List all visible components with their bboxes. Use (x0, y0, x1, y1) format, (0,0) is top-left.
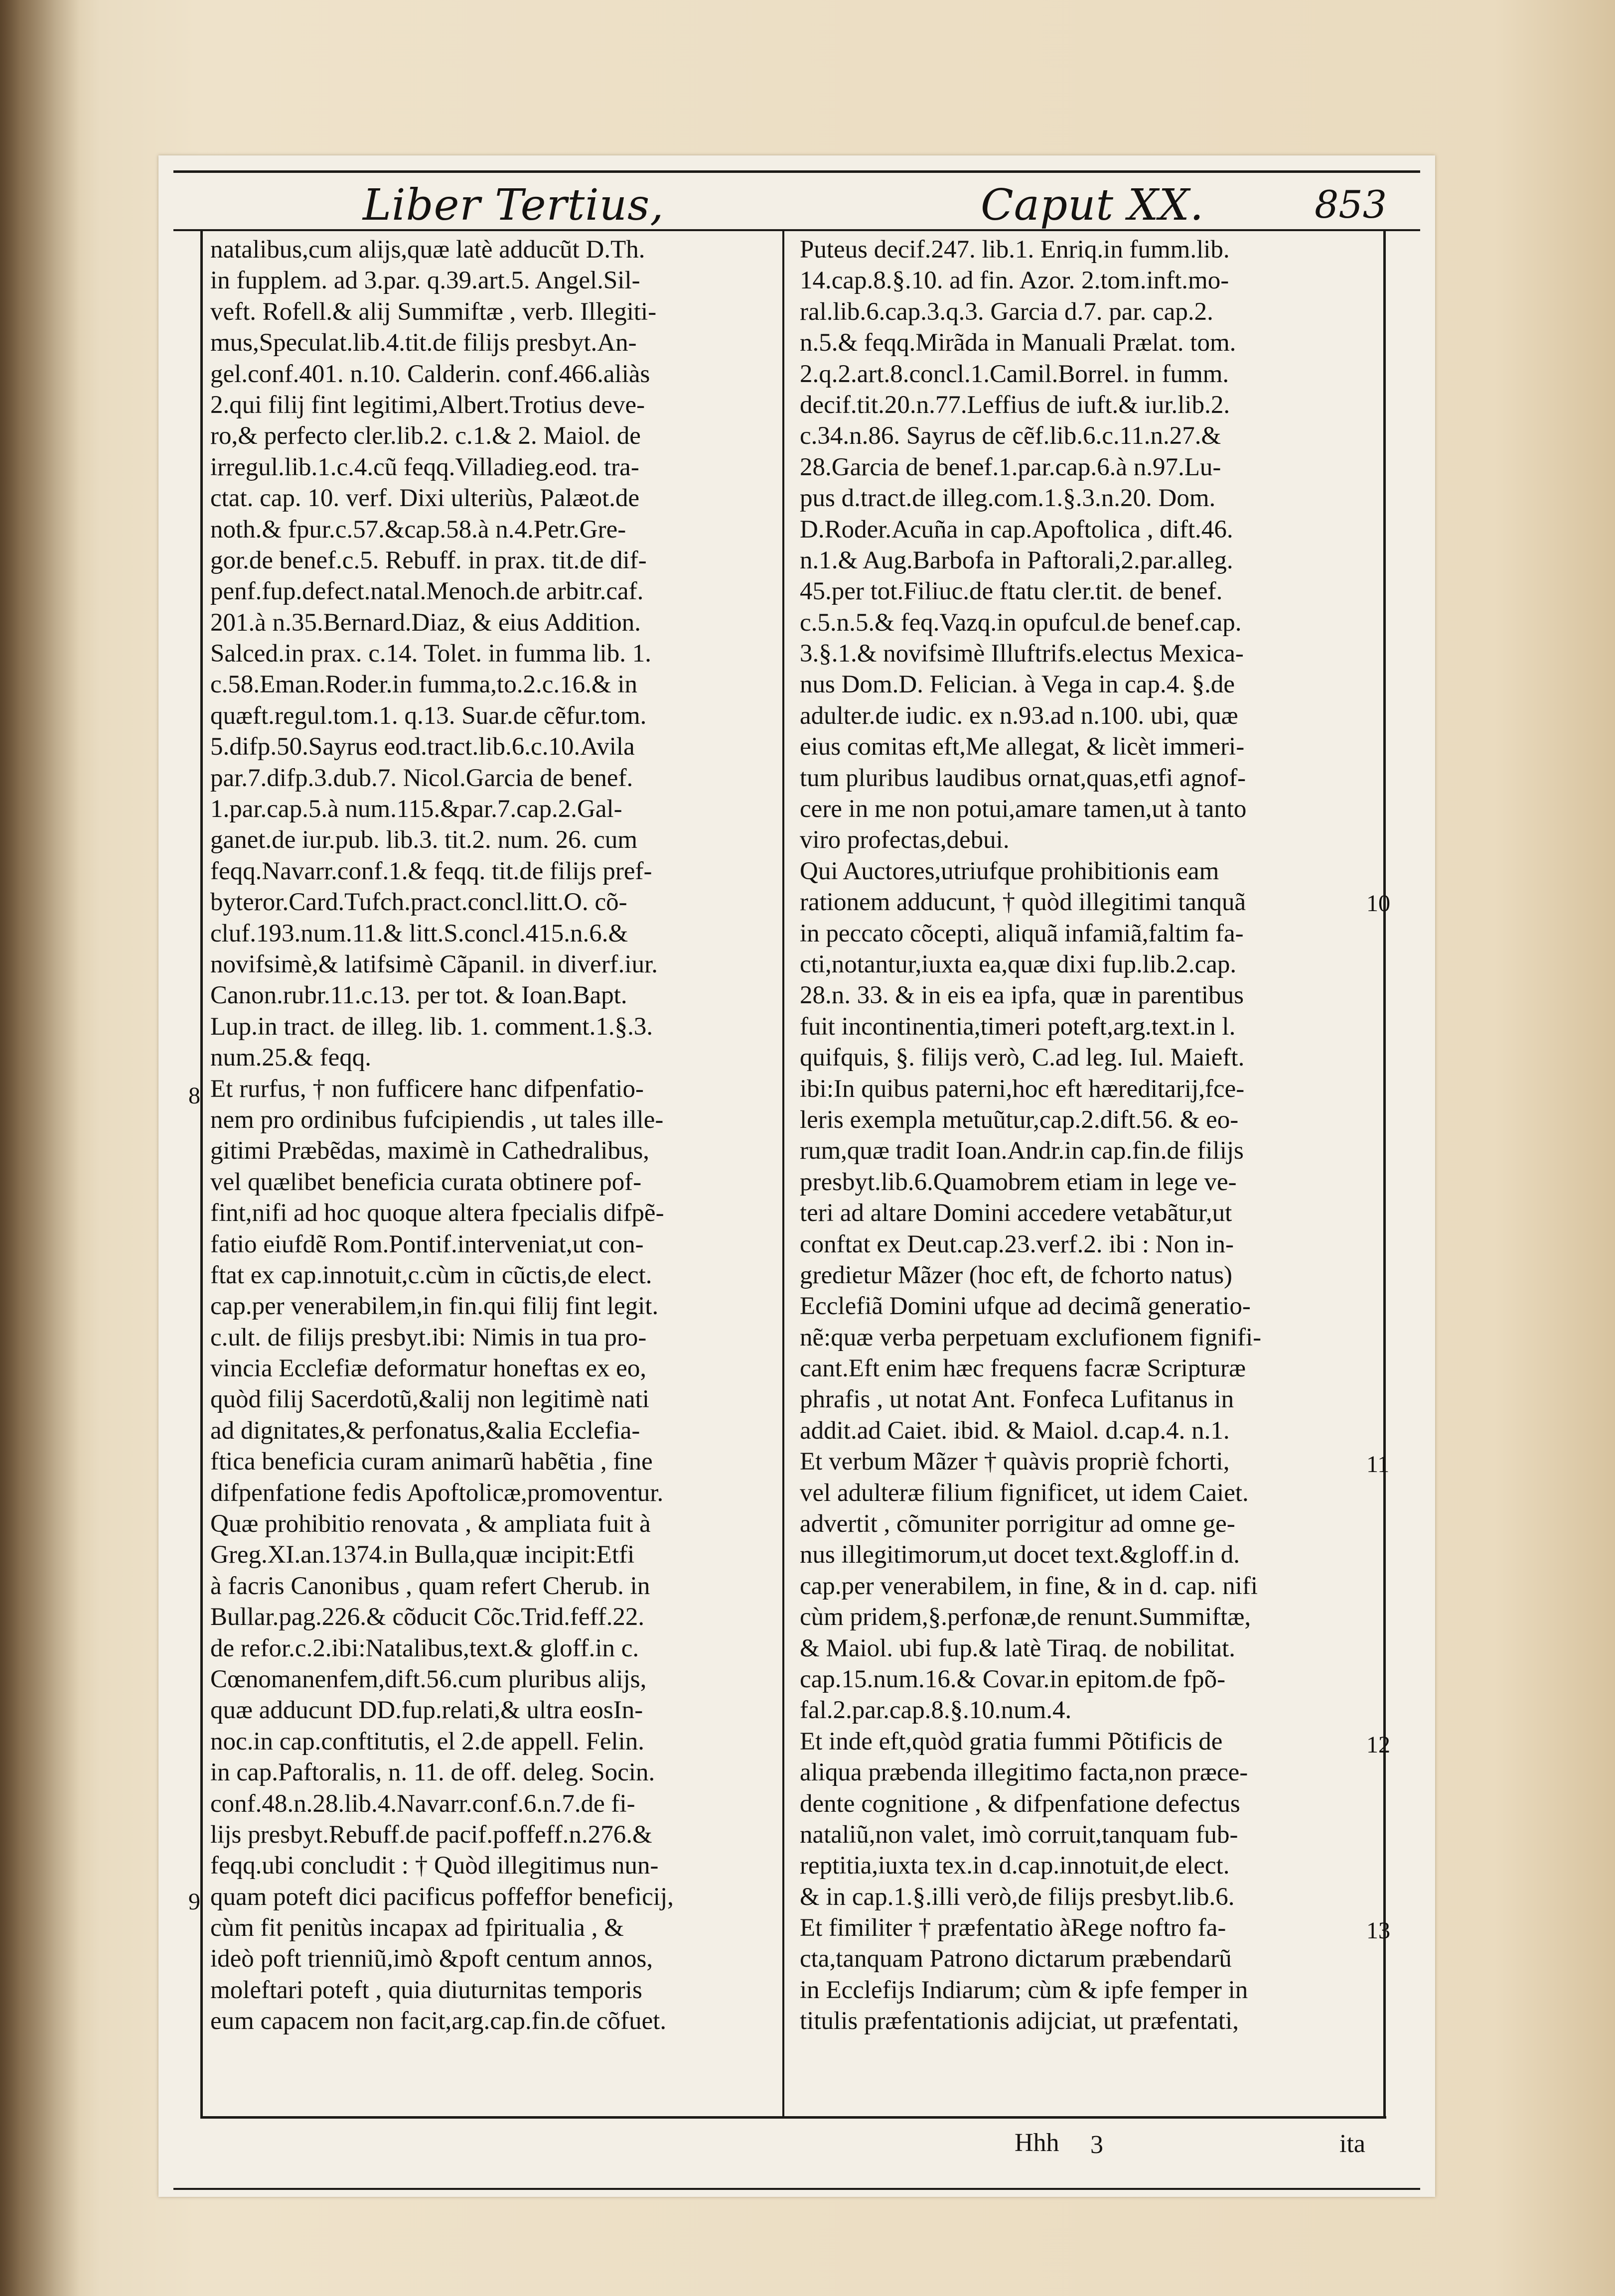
text-line: teri ad altare Domini accedere vetabãtur,ut (800, 1199, 1232, 1227)
left-text-column (210, 234, 757, 2107)
text-line: vel adulteræ filium fignificet, ut idem Caiet. (800, 1479, 1249, 1507)
text-line: cùm pridem,§.perfonæ,de renunt.Summiftæ, (800, 1603, 1251, 1631)
text-line: tum pluribus laudibus ornat,quas,etfi agnof- (800, 764, 1246, 792)
text-line: addit.ad Caiet. ibid. & Maiol. d.cap.4. n.1. (800, 1416, 1230, 1445)
text-line: irregul.lib.1.c.4.cũ feqq.Villadieg.eod. tra- (210, 453, 639, 481)
text-line: ideò poft trienniũ,imò &poft centum annos, (210, 1945, 653, 1973)
column-divider-rule (782, 229, 784, 2117)
text-line: 201.à n.35.Bernard.Diaz, & eius Addition. (210, 608, 641, 637)
text-line: & Maiol. ubi fup.& latè Tiraq. de nobilitat. (800, 1634, 1236, 1662)
text-line: nem pro ordinibus fufcipiendis , ut tales ille- (210, 1105, 664, 1134)
text-line: par.7.difp.3.dub.7. Nicol.Garcia de benef. (210, 764, 633, 792)
text-line: gel.conf.401. n.10. Calderin. conf.466.aliàs (210, 360, 650, 388)
text-line: presbyt.lib.6.Quamobrem etiam in lege ve- (800, 1168, 1237, 1196)
running-title-right: Caput XX. (981, 180, 1204, 230)
text-line: rum,quæ tradit Ioan.Andr.in cap.fin.de filijs (800, 1137, 1244, 1165)
text-line: cap.per venerabilem, in fine, & in d. cap. nifi (800, 1572, 1258, 1600)
text-line: cùm fit penitùs incapax ad fpiritualia , & (210, 1914, 624, 1942)
text-line: fint,nifi ad hoc quoque altera fpecialis difpẽ- (210, 1199, 664, 1227)
text-line: 5.difp.50.Sayrus eod.tract.lib.6.c.10.Avila (210, 733, 635, 761)
text-line: Greg.XI.an.1374.in Bulla,quæ incipit:Etfi (210, 1541, 635, 1569)
text-line: decif.tit.20.n.77.Leffius de iuft.& iur.lib.2. (800, 391, 1230, 419)
margin-number-12: 12 (1366, 1732, 1390, 1758)
text-line: Canon.rubr.11.c.13. per tot. & Ioan.Bapt. (210, 981, 627, 1010)
text-line: in Ecclefijs Indiarum; cùm & ipfe femper in (800, 1976, 1248, 2004)
text-line: novifsimè,& latifsimè Cãpanil. in diverf.iur. (210, 950, 658, 978)
text-line: à facris Canonibus , quam refert Cherub. in (210, 1572, 650, 1600)
text-line: & in cap.1.§.illi verò,de filijs presbyt.lib.6. (800, 1883, 1235, 1911)
text-line: conf.48.n.28.lib.4.Navarr.conf.6.n.7.de fi- (210, 1789, 635, 1818)
text-line: natalibus,cum alijs,quæ latè adducũt D.Th. (210, 236, 645, 264)
text-line: 1.par.cap.5.à num.115.&par.7.cap.2.Gal- (210, 795, 622, 823)
text-line: feqq.ubi concludit : † Quòd illegitimus nun- (210, 1852, 659, 1880)
text-line: fal.2.par.cap.8.§.10.num.4. (800, 1696, 1072, 1725)
text-line: D.Roder.Acuña in cap.Apoftolica , dift.46. (800, 515, 1233, 543)
text-line: noth.& fpur.c.57.&cap.58.à n.4.Petr.Gre- (210, 515, 626, 543)
text-line: pus d.tract.de illeg.com.1.§.3.n.20. Dom. (800, 484, 1216, 513)
text-line: advertit , cõmuniter porrigitur ad omne ge- (800, 1510, 1235, 1538)
text-line: veft. Rofell.& alij Summiftæ , verb. Illegiti- (210, 297, 657, 326)
text-line: 45.per tot.Filiuc.de ftatu cler.tit. de benef. (800, 577, 1223, 606)
text-line: fatio eiufdẽ Rom.Pontif.interveniat,ut con- (210, 1230, 644, 1258)
text-line: cap.per venerabilem,in fin.qui filij fint legit. (210, 1292, 659, 1321)
text-line: Et verbum Mãzer † quàvis propriè fchorti, (800, 1448, 1230, 1476)
text-line: 2.qui filij fint legitimi,Albert.Trotius deve- (210, 391, 645, 419)
text-line: de refor.c.2.ibi:Natalibus,text.& gloff.in c. (210, 1634, 639, 1662)
text-line: cant.Eft enim hæc frequens facræ Scripturæ (800, 1354, 1246, 1383)
text-line: leris exempla metuũtur,cap.2.dift.56. & eo- (800, 1105, 1239, 1134)
text-line: titulis præfentationis adijciat, ut præfentati, (800, 2007, 1239, 2035)
margin-number-13: 13 (1366, 1917, 1390, 1944)
text-line: aliqua præbenda illegitimo facta,non præce- (800, 1758, 1248, 1787)
text-line: nus Dom.D. Felician. à Vega in cap.4. §.de (800, 671, 1235, 699)
signature-mark: Hhh (1015, 2129, 1059, 2157)
margin-number-11: 11 (1366, 1451, 1390, 1478)
text-line: nus illegitimorum,ut docet text.&gloff.in d. (800, 1541, 1240, 1569)
text-line: adulter.de iudic. ex n.93.ad n.100. ubi, quæ (800, 701, 1238, 730)
margin-number-9: 9 (188, 1889, 200, 1915)
text-line: Qui Auctores,utriufque prohibitionis eam (800, 857, 1219, 885)
text-line: ibi:In quibus paterni,hoc eft hæreditarij,fce- (800, 1075, 1245, 1103)
running-title-left: Liber Tertius, (363, 180, 664, 230)
text-line: 2.q.2.art.8.concl.1.Camil.Borrel. in fumm. (800, 360, 1229, 388)
signature-number: 3 (1090, 2131, 1103, 2159)
text-line: ral.lib.6.cap.3.q.3. Garcia d.7. par. cap.2. (800, 297, 1213, 326)
text-line: Et inde eft,quòd gratia fummi Põtificis de (800, 1727, 1223, 1756)
text-line: penf.fup.defect.natal.Menoch.de arbitr.caf. (210, 577, 644, 606)
catchword: ita (1339, 2130, 1365, 2158)
text-line: in cap.Paftoralis, n. 11. de off. deleg. Socin. (210, 1758, 655, 1787)
margin-number-10: 10 (1366, 890, 1390, 917)
right-text-column (800, 234, 1373, 2107)
text-line: in fupplem. ad 3.par. q.39.art.5. Angel.Sil- (210, 267, 640, 295)
text-line: mus,Speculat.lib.4.tit.de filijs presbyt.An- (210, 329, 637, 357)
text-line: num.25.& feqq. (210, 1044, 371, 1072)
text-line: quam poteft dici pacificus poffeffor beneficij, (210, 1883, 674, 1911)
text-line: ftica beneficia curam animarũ habẽtia , fine (210, 1448, 653, 1476)
text-line: gredietur Mãzer (hoc eft, de fchorto natus) (800, 1261, 1233, 1289)
text-line: dente cognitione , & difpenfatione defectus (800, 1789, 1240, 1818)
text-line: vel quælibet beneficia curata obtinere pof- (210, 1168, 642, 1196)
left-frame-rule (200, 229, 203, 2117)
text-line: Bullar.pag.226.& cõducit Cõc.Trid.feff.22. (210, 1603, 645, 1631)
text-line: ad dignitates,& perfonatus,&alia Ecclefia- (210, 1416, 640, 1445)
text-line: gitimi Præbẽdas, maximè in Cathedralibus, (210, 1137, 650, 1165)
text-line: Lup.in tract. de illeg. lib. 1. comment.1.§.3. (210, 1012, 653, 1041)
running-header (173, 170, 1419, 230)
text-line: c.ult. de filijs presbyt.ibi: Nimis in tua pro- (210, 1323, 647, 1351)
text-line: eius comitas eft,Me allegat, & licèt immeri- (800, 733, 1245, 761)
text-line: Quæ prohibitio renovata , & ampliata fuit à (210, 1510, 651, 1538)
page-number: 853 (1315, 182, 1387, 227)
text-line: n.5.& feqq.Mirãda in Manuali Prælat. tom. (800, 329, 1236, 357)
text-line: Cœnomanenfem,dift.56.cum pluribus alijs, (210, 1665, 647, 1693)
text-line: moleftari poteft , quia diuturnitas temporis (210, 1976, 642, 2004)
text-line: conftat ex Deut.cap.23.verf.2. ibi : Non in- (800, 1230, 1234, 1258)
text-line: reptitia,iuxta tex.in d.cap.innotuit,de elect. (800, 1852, 1230, 1880)
text-line: rationem adducunt, † quòd illegitimi tanquã (800, 888, 1246, 917)
text-line: ftat ex cap.innotuit,c.cùm in cũctis,de elect. (210, 1261, 652, 1289)
text-line: nataliũ,non valet, imò corruit,tanquam fub- (800, 1820, 1238, 1849)
text-line: noc.in cap.conftitutis, el 2.de appell. Felin. (210, 1727, 645, 1756)
text-line: c.5.n.5.& feq.Vazq.in opufcul.de benef.cap. (800, 608, 1242, 637)
text-line: lijs presbyt.Rebuff.de pacif.poffeff.n.276.& (210, 1820, 652, 1849)
text-line: 28.Garcia de benef.1.par.cap.6.à n.97.Lu- (800, 453, 1221, 481)
text-line: 3.§.1.& novifsimè Illuftrifs.electus Mexica- (800, 640, 1244, 668)
text-line: phrafis , ut notat Ant. Fonfeca Lufitanus in (800, 1385, 1234, 1414)
right-frame-rule (1383, 229, 1386, 2117)
text-line: cluf.193.num.11.& litt.S.concl.415.n.6.& (210, 919, 628, 947)
text-line: fuit incontinentia,timeri poteft,arg.text.in l. (800, 1012, 1236, 1041)
text-line: quæ adducunt DD.fup.relati,& ultra eosIn- (210, 1696, 643, 1725)
text-line: Et rurfus, † non fufficere hanc difpenfatio- (210, 1075, 644, 1103)
text-line: ganet.de iur.pub. lib.3. tit.2. num. 26. cum (210, 826, 637, 854)
text-line: n.1.& Aug.Barbofa in Paftorali,2.par.alleg. (800, 546, 1233, 574)
text-line: viro profectas,debui. (800, 826, 1010, 854)
text-line: ctat. cap. 10. verf. Dixi ulteriùs, Palæot.de (210, 484, 640, 513)
text-line: 28.n. 33. & in eis ea ipfa, quæ in parentibus (800, 981, 1244, 1010)
text-line: cap.15.num.16.& Covar.in epitom.de fpõ- (800, 1665, 1226, 1693)
margin-number-8: 8 (188, 1082, 200, 1109)
text-line: feqq.Navarr.conf.1.& feqq. tit.de filijs pref- (210, 857, 652, 885)
text-line: Salced.in prax. c.14. Tolet. in fumma lib. 1. (210, 640, 651, 668)
text-line: Ecclefiã Domini ufque ad decimã generatio- (800, 1292, 1251, 1321)
text-line: quæft.regul.tom.1. q.13. Suar.de cẽfur.tom. (210, 701, 647, 730)
text-line: c.58.Eman.Roder.in fumma,to.2.c.16.& in (210, 671, 637, 699)
text-line: ro,& perfecto cler.lib.2. c.1.& 2. Maiol. de (210, 422, 641, 450)
text-line: 14.cap.8.§.10. ad fin. Azor. 2.tom.inft.mo- (800, 267, 1229, 295)
text-line: eum capacem non facit,arg.cap.fin.de cõfuet. (210, 2007, 667, 2035)
text-line: cta,tanquam Patrono dictarum præbendarũ (800, 1945, 1232, 1973)
text-line: Puteus decif.247. lib.1. Enriq.in fumm.lib. (800, 236, 1230, 264)
outer-bottom-rule (173, 2188, 1420, 2190)
text-line: c.34.n.86. Sayrus de cẽf.lib.6.c.11.n.27.& (800, 422, 1221, 450)
text-line: vincia Ecclefiæ deformatur honeftas ex eo, (210, 1354, 647, 1383)
text-line: cti,notantur,iuxta ea,quæ dixi fup.lib.2.cap. (800, 950, 1237, 978)
text-line: in peccato cõcepti, aliquã infamiã,faltim fa- (800, 919, 1244, 947)
text-line: quòd filij Sacerdotũ,&alij non legitimè nati (210, 1385, 649, 1414)
text-line: difpenfatione fedis Apoftolicæ,promoventur. (210, 1479, 664, 1507)
text-line: nẽ:quæ verba perpetuam exclufionem fignifi- (800, 1323, 1262, 1351)
text-line: gor.de benef.c.5. Rebuff. in prax. tit.de dif- (210, 546, 647, 574)
text-line: cere in me non potui,amare tamen,ut à tanto (800, 795, 1247, 823)
gutter-shadow (0, 0, 80, 2296)
printed-sheet (158, 155, 1435, 2197)
text-line: Et fimiliter † præfentatio àRege noftro fa- (800, 1914, 1226, 1942)
bottom-rule (200, 2116, 1386, 2119)
text-line: quifquis, §. filijs verò, C.ad leg. Iul. Maieft. (800, 1044, 1245, 1072)
text-line: byteror.Card.Tufch.pract.concl.litt.O. cõ- (210, 888, 627, 917)
